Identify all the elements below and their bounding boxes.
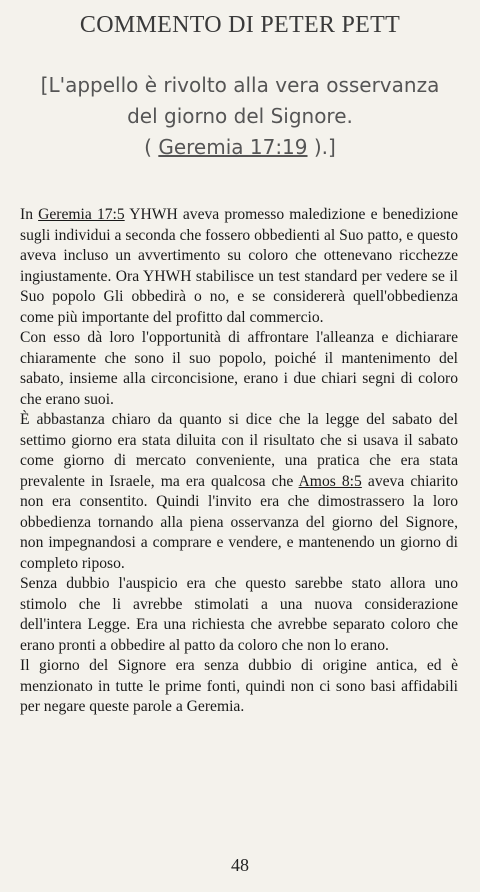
page-number: 48 (231, 855, 249, 875)
paren-open: ( (144, 135, 159, 159)
paragraph-1: In Geremia 17:5 YHWH aveva promesso maledizione e benedizione sugli individui a seconda che fossero obbedienti al Suo patto, e questo aveva incluso un avvertimento su coloro che ottenevano ricchezze ingiustamente. Ora YHWH stabilisce un test standard per vedere se il Suo popolo Gli obbedirà o no, e se considererà quell'obbedienza come più importante del profitto dal commercio. (20, 206, 458, 326)
section-heading-line-3 (20, 132, 460, 163)
scripture-link-geremia-17-19[interactable]: Geremia 17:19 (158, 135, 308, 159)
section-heading (20, 70, 460, 163)
paragraph-5: Il giorno del Signore era senza dubbio di origine antica, ed è menzionato in tutte le prime fonti, quindi non ci sono basi affidabili per negare queste parole a Geremia. (20, 657, 458, 715)
commentary-body (20, 205, 458, 718)
scripture-link-amos-8-5[interactable]: Amos 8:5 (298, 472, 362, 490)
paren-close: ).] (307, 135, 336, 159)
paragraph-2: Con esso dà loro l'opportunità di affrontare l'alleanza e dichiarare chiaramente che sono il suo popolo, poiché il mantenimento del sabato, insieme alla circoncisione, erano i due chiari segni di coloro che erano suoi. (20, 329, 458, 408)
paragraph-4: Senza dubbio l'auspicio era che questo sarebbe stato allora uno stimolo che li avrebbe stimolati a una nuova considerazione dell'intera Legge. Era una richiesta che avrebbe separato coloro che erano pronti a obbedire al patto da coloro che non lo erano. (20, 575, 458, 654)
page-title: COMMENTO DI PETER PETT (79, 12, 401, 38)
section-heading-line-2: del giorno del Signore. (127, 104, 353, 128)
section-heading-line-1: [L'appello è rivolto alla vera osservanza (40, 73, 440, 97)
paragraph-3: È abbastanza chiaro da quanto si dice che la legge del sabato del settimo giorno era stata diluita con il risultato che si usava il sabato come giorno di mercato conveniente, una pratica che era stata prevalente in Israele, ma era qualcosa che Amos 8:5 aveva chiarito non era consentito. Quindi l'invito era che dimostrassero la loro obbedienza tornando alla piena osservanza del giorno del Signore, non impegnandosi a comprare e vendere, e mantenendo un giorno di completo riposo. (20, 411, 458, 572)
scripture-link-geremia-17-5[interactable]: Geremia 17:5 (38, 206, 125, 223)
